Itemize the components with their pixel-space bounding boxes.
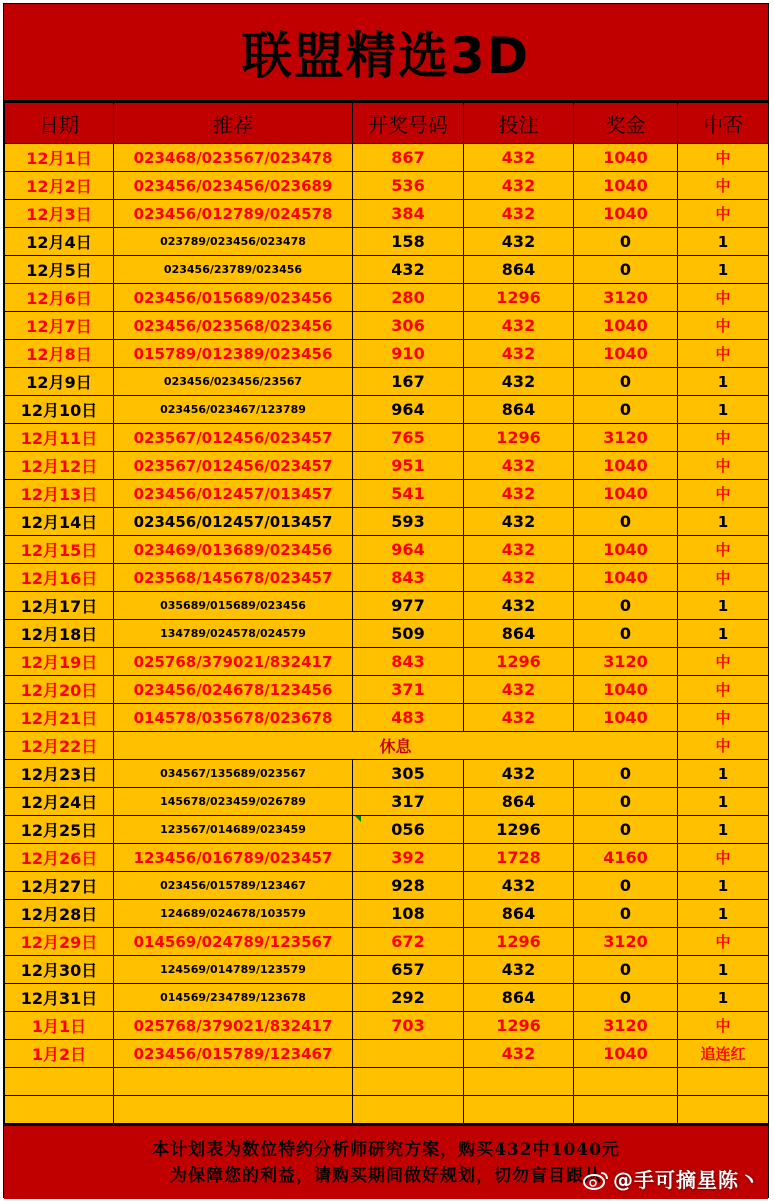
date-cell: 12月26日 — [5, 844, 114, 872]
bet-cell: 432 — [464, 564, 574, 592]
draw-number-cell: 432 — [353, 256, 464, 284]
recommend-cell: 023456/012457/013457 — [114, 508, 353, 536]
prize-cell: 3120 — [574, 284, 678, 312]
bet-cell: 432 — [464, 368, 574, 396]
table-row — [5, 536, 769, 564]
result-cell: 追连红 — [678, 1040, 769, 1068]
page-title: 联盟精选3D — [4, 4, 768, 102]
bet-cell: 432 — [464, 144, 574, 172]
empty-cell — [353, 1068, 464, 1096]
bet-cell: 432 — [464, 872, 574, 900]
recommend-cell: 124569/014789/123579 — [114, 956, 353, 984]
prize-cell: 1040 — [574, 452, 678, 480]
bet-cell: 432 — [464, 312, 574, 340]
rest-cell: 休息 — [114, 732, 678, 760]
table-row — [5, 648, 769, 676]
bet-cell: 432 — [464, 1040, 574, 1068]
header-recommend: 推荐 — [114, 103, 353, 144]
empty-cell — [5, 1068, 114, 1096]
table-row — [5, 228, 769, 256]
table-row — [5, 340, 769, 368]
draw-number-cell: 703 — [353, 1012, 464, 1040]
table-row — [5, 312, 769, 340]
empty-cell — [114, 1096, 353, 1124]
empty-cell — [678, 1096, 769, 1124]
date-cell: 12月3日 — [5, 200, 114, 228]
recommend-cell: 134789/024578/024579 — [114, 620, 353, 648]
result-cell: 1 — [678, 984, 769, 1012]
header-result: 中否 — [678, 103, 769, 144]
table-row — [5, 704, 769, 732]
date-cell: 12月31日 — [5, 984, 114, 1012]
date-cell: 12月29日 — [5, 928, 114, 956]
date-cell: 12月7日 — [5, 312, 114, 340]
plan-table — [4, 102, 769, 1124]
date-cell: 12月25日 — [5, 816, 114, 844]
recommend-cell: 023456/015689/023456 — [114, 284, 353, 312]
date-cell: 12月21日 — [5, 704, 114, 732]
bet-cell: 864 — [464, 620, 574, 648]
result-cell: 中 — [678, 536, 769, 564]
prize-cell: 0 — [574, 256, 678, 284]
date-cell: 12月9日 — [5, 368, 114, 396]
recommend-cell: 023468/023567/023478 — [114, 144, 353, 172]
date-cell: 12月6日 — [5, 284, 114, 312]
footer-note — [4, 1124, 768, 1199]
draw-number-cell: 593 — [353, 508, 464, 536]
date-cell: 12月10日 — [5, 396, 114, 424]
draw-number-cell: 158 — [353, 228, 464, 256]
prize-cell: 1040 — [574, 536, 678, 564]
table-row — [5, 620, 769, 648]
prize-cell: 0 — [574, 900, 678, 928]
recommend-cell: 023567/012456/023457 — [114, 452, 353, 480]
draw-number-cell: 167 — [353, 368, 464, 396]
table-row — [5, 396, 769, 424]
empty-row — [5, 1068, 769, 1096]
recommend-cell: 035689/015689/023456 — [114, 592, 353, 620]
recommend-cell: 023568/145678/023457 — [114, 564, 353, 592]
prize-cell: 0 — [574, 788, 678, 816]
bet-cell: 432 — [464, 228, 574, 256]
draw-number-cell: 509 — [353, 620, 464, 648]
draw-number-cell: 280 — [353, 284, 464, 312]
table-row — [5, 956, 769, 984]
watermark-text: @手可摘星陈丶 — [613, 1168, 760, 1192]
result-cell: 中 — [678, 844, 769, 872]
prize-cell: 0 — [574, 760, 678, 788]
recommend-cell: 023456/024678/123456 — [114, 676, 353, 704]
result-cell: 1 — [678, 228, 769, 256]
prize-cell: 3120 — [574, 1012, 678, 1040]
table-row — [5, 284, 769, 312]
recommend-cell: 023567/012456/023457 — [114, 424, 353, 452]
prize-cell: 0 — [574, 368, 678, 396]
footer-line-1: 本计划表为数位特约分析师研究方案，购买432中1040元 — [152, 1139, 620, 1160]
draw-number-cell: 672 — [353, 928, 464, 956]
date-cell: 1月2日 — [5, 1040, 114, 1068]
result-cell: 1 — [678, 816, 769, 844]
recommend-cell: 023456/012457/013457 — [114, 480, 353, 508]
comment-marker — [355, 816, 361, 822]
draw-number-cell: 977 — [353, 592, 464, 620]
empty-cell — [678, 1068, 769, 1096]
recommend-cell: 023456/015789/123467 — [114, 1040, 353, 1068]
bet-cell: 1296 — [464, 284, 574, 312]
empty-cell — [353, 1096, 464, 1124]
recommend-cell: 123456/016789/023457 — [114, 844, 353, 872]
table-row — [5, 676, 769, 704]
table-row — [5, 872, 769, 900]
result-cell: 1 — [678, 788, 769, 816]
prize-cell: 1040 — [574, 1040, 678, 1068]
bet-cell: 864 — [464, 788, 574, 816]
prize-cell: 1040 — [574, 172, 678, 200]
table-row — [5, 564, 769, 592]
date-cell: 12月17日 — [5, 592, 114, 620]
draw-number-cell: 371 — [353, 676, 464, 704]
bet-cell: 432 — [464, 452, 574, 480]
result-cell: 1 — [678, 368, 769, 396]
date-cell: 12月27日 — [5, 872, 114, 900]
header-draw-number: 开奖号码 — [353, 103, 464, 144]
table-row — [5, 592, 769, 620]
prize-cell: 0 — [574, 228, 678, 256]
table-row — [5, 172, 769, 200]
draw-number-cell: 910 — [353, 340, 464, 368]
table-row — [5, 760, 769, 788]
bet-cell: 1728 — [464, 844, 574, 872]
bet-cell: 1296 — [464, 424, 574, 452]
bet-cell: 1296 — [464, 648, 574, 676]
date-cell: 12月11日 — [5, 424, 114, 452]
bet-cell: 432 — [464, 676, 574, 704]
result-cell: 1 — [678, 872, 769, 900]
prize-cell: 1040 — [574, 200, 678, 228]
table-row — [5, 900, 769, 928]
recommend-cell: 124689/024678/103579 — [114, 900, 353, 928]
date-cell: 12月19日 — [5, 648, 114, 676]
draw-number-cell: 056 — [353, 816, 464, 844]
result-cell: 中 — [678, 172, 769, 200]
bet-cell: 864 — [464, 900, 574, 928]
empty-cell — [464, 1096, 574, 1124]
draw-number-cell: 843 — [353, 564, 464, 592]
bet-cell: 432 — [464, 480, 574, 508]
draw-number-cell: 867 — [353, 144, 464, 172]
table-row — [5, 816, 769, 844]
result-cell: 中 — [678, 452, 769, 480]
table-row — [5, 1012, 769, 1040]
result-cell: 中 — [678, 424, 769, 452]
bet-cell: 432 — [464, 172, 574, 200]
draw-number-cell: 483 — [353, 704, 464, 732]
recommend-cell: 023469/013689/023456 — [114, 536, 353, 564]
empty-row — [5, 1096, 769, 1124]
table-row — [5, 424, 769, 452]
draw-number-cell: 843 — [353, 648, 464, 676]
header-date: 日期 — [5, 103, 114, 144]
date-cell: 12月22日 — [5, 732, 114, 760]
draw-number-cell: 657 — [353, 956, 464, 984]
draw-number-cell: 292 — [353, 984, 464, 1012]
bet-cell: 1296 — [464, 928, 574, 956]
result-cell: 1 — [678, 256, 769, 284]
table-body — [5, 144, 769, 1124]
result-cell: 1 — [678, 396, 769, 424]
draw-number-cell: 108 — [353, 900, 464, 928]
draw-number-cell: 305 — [353, 760, 464, 788]
recommend-cell: 023456/012789/024578 — [114, 200, 353, 228]
bet-cell: 1296 — [464, 816, 574, 844]
draw-number-cell: 536 — [353, 172, 464, 200]
result-cell: 中 — [678, 200, 769, 228]
table-row — [5, 200, 769, 228]
draw-number-cell — [353, 1040, 464, 1068]
result-cell: 中 — [678, 928, 769, 956]
bet-cell: 432 — [464, 592, 574, 620]
result-cell: 中 — [678, 1012, 769, 1040]
result-cell: 1 — [678, 508, 769, 536]
recommend-cell: 023456/23789/023456 — [114, 256, 353, 284]
bet-cell: 432 — [464, 340, 574, 368]
watermark — [583, 1167, 760, 1193]
draw-number-cell: 951 — [353, 452, 464, 480]
table-row — [5, 508, 769, 536]
recommend-cell: 014569/024789/123567 — [114, 928, 353, 956]
date-cell: 12月16日 — [5, 564, 114, 592]
lottery-sheet — [3, 3, 769, 1198]
result-cell: 1 — [678, 620, 769, 648]
prize-cell: 0 — [574, 816, 678, 844]
recommend-cell: 015789/012389/023456 — [114, 340, 353, 368]
empty-cell — [464, 1068, 574, 1096]
prize-cell: 3120 — [574, 648, 678, 676]
result-cell: 1 — [678, 900, 769, 928]
prize-cell: 0 — [574, 956, 678, 984]
table-row — [5, 844, 769, 872]
bet-cell: 1296 — [464, 1012, 574, 1040]
prize-cell: 0 — [574, 592, 678, 620]
result-cell: 中 — [678, 732, 769, 760]
empty-cell — [114, 1068, 353, 1096]
date-cell: 12月15日 — [5, 536, 114, 564]
recommend-cell: 023789/023456/023478 — [114, 228, 353, 256]
prize-cell: 1040 — [574, 564, 678, 592]
recommend-cell: 014569/234789/123678 — [114, 984, 353, 1012]
table-row — [5, 732, 769, 760]
table-row — [5, 368, 769, 396]
result-cell: 中 — [678, 340, 769, 368]
prize-cell: 0 — [574, 872, 678, 900]
prize-cell: 0 — [574, 396, 678, 424]
date-cell: 1月1日 — [5, 1012, 114, 1040]
recommend-cell: 034567/135689/023567 — [114, 760, 353, 788]
recommend-cell: 014578/035678/023678 — [114, 704, 353, 732]
result-cell: 中 — [678, 312, 769, 340]
recommend-cell: 023456/023456/23567 — [114, 368, 353, 396]
prize-cell: 0 — [574, 620, 678, 648]
prize-cell: 3120 — [574, 424, 678, 452]
date-cell: 12月2日 — [5, 172, 114, 200]
prize-cell: 1040 — [574, 144, 678, 172]
draw-number-cell: 964 — [353, 396, 464, 424]
table-row — [5, 144, 769, 172]
draw-number-cell: 541 — [353, 480, 464, 508]
date-cell: 12月1日 — [5, 144, 114, 172]
draw-number-cell: 317 — [353, 788, 464, 816]
recommend-cell: 145678/023459/026789 — [114, 788, 353, 816]
draw-number-cell: 928 — [353, 872, 464, 900]
bet-cell: 432 — [464, 508, 574, 536]
header-bet: 投注 — [464, 103, 574, 144]
table-row — [5, 452, 769, 480]
bet-cell: 432 — [464, 536, 574, 564]
result-cell: 中 — [678, 480, 769, 508]
date-cell: 12月30日 — [5, 956, 114, 984]
date-cell: 12月20日 — [5, 676, 114, 704]
prize-cell: 4160 — [574, 844, 678, 872]
recommend-cell: 123567/014689/023459 — [114, 816, 353, 844]
result-cell: 中 — [678, 648, 769, 676]
result-cell: 1 — [678, 592, 769, 620]
draw-number-cell: 964 — [353, 536, 464, 564]
prize-cell: 1040 — [574, 480, 678, 508]
date-cell: 12月24日 — [5, 788, 114, 816]
prize-cell: 1040 — [574, 676, 678, 704]
draw-number-cell: 765 — [353, 424, 464, 452]
recommend-cell: 023456/023467/123789 — [114, 396, 353, 424]
date-cell: 12月13日 — [5, 480, 114, 508]
header-row — [5, 103, 769, 144]
recommend-cell: 023456/023568/023456 — [114, 312, 353, 340]
weibo-icon — [583, 1170, 609, 1190]
table-row — [5, 480, 769, 508]
prize-cell: 0 — [574, 984, 678, 1012]
empty-cell — [574, 1068, 678, 1096]
recommend-cell: 023456/015789/123467 — [114, 872, 353, 900]
date-cell: 12月12日 — [5, 452, 114, 480]
prize-cell: 0 — [574, 508, 678, 536]
table-row — [5, 256, 769, 284]
empty-cell — [574, 1096, 678, 1124]
bet-cell: 432 — [464, 704, 574, 732]
result-cell: 中 — [678, 144, 769, 172]
footer-line-2: 为保障您的利益，请购买期间做好规划，切勿盲目跟从 — [170, 1165, 602, 1186]
date-cell: 12月28日 — [5, 900, 114, 928]
table-row — [5, 788, 769, 816]
prize-cell: 1040 — [574, 312, 678, 340]
result-cell: 中 — [678, 676, 769, 704]
recommend-cell: 025768/379021/832417 — [114, 1012, 353, 1040]
date-cell: 12月18日 — [5, 620, 114, 648]
draw-number-cell: 384 — [353, 200, 464, 228]
bet-cell: 432 — [464, 956, 574, 984]
date-cell: 12月23日 — [5, 760, 114, 788]
prize-cell: 3120 — [574, 928, 678, 956]
result-cell: 中 — [678, 284, 769, 312]
date-cell: 12月5日 — [5, 256, 114, 284]
prize-cell: 1040 — [574, 704, 678, 732]
table-row — [5, 984, 769, 1012]
prize-cell: 1040 — [574, 340, 678, 368]
result-cell: 中 — [678, 704, 769, 732]
date-cell: 12月14日 — [5, 508, 114, 536]
result-cell: 1 — [678, 760, 769, 788]
bet-cell: 864 — [464, 984, 574, 1012]
draw-number-cell: 392 — [353, 844, 464, 872]
result-cell: 中 — [678, 564, 769, 592]
header-prize: 奖金 — [574, 103, 678, 144]
date-cell: 12月4日 — [5, 228, 114, 256]
result-cell: 1 — [678, 956, 769, 984]
bet-cell: 432 — [464, 200, 574, 228]
draw-number-cell: 306 — [353, 312, 464, 340]
recommend-cell: 025768/379021/832417 — [114, 648, 353, 676]
table-row — [5, 928, 769, 956]
empty-cell — [5, 1096, 114, 1124]
bet-cell: 432 — [464, 760, 574, 788]
bet-cell: 864 — [464, 256, 574, 284]
date-cell: 12月8日 — [5, 340, 114, 368]
recommend-cell: 023456/023456/023689 — [114, 172, 353, 200]
table-row — [5, 1040, 769, 1068]
bet-cell: 864 — [464, 396, 574, 424]
